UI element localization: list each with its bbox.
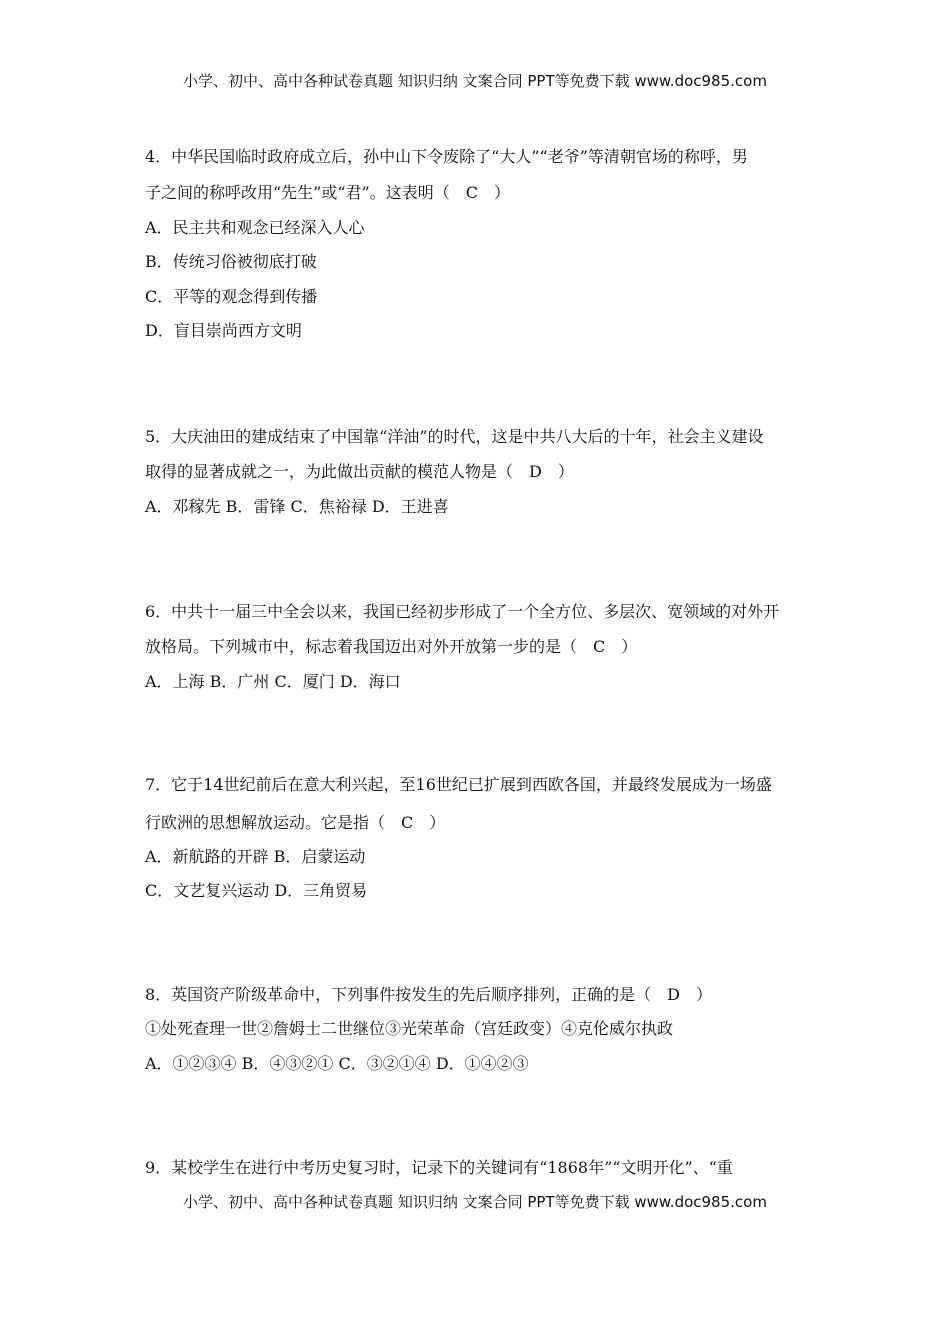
question-stem-line: 取得的显著成就之一，为此做出贡献的模范人物是（ D ） (145, 462, 574, 481)
question-stem-line: 7．它于14世纪前后在意大利兴起，至16世纪已扩展到西欧各国，并最终发展成为一场盛 (145, 775, 772, 794)
option-line: B．传统习俗被彻底打破 (145, 252, 317, 271)
page-header: 小学、初中、高中各种试卷真题 知识归纳 文案合同 PPT等免费下载 www.doc985.com (183, 72, 767, 90)
option-line: A．①②③④ B．④③②① C．③②①④ D．①④②③ (145, 1054, 529, 1073)
question-stem-line: 子之间的称呼改用“先生”或“君”。这表明（ C ） (145, 183, 510, 202)
page-footer: 小学、初中、高中各种试卷真题 知识归纳 文案合同 PPT等免费下载 www.doc985.com (183, 1193, 767, 1211)
option-line: A．上海 B．广州 C．厦门 D．海口 (145, 672, 401, 691)
question-stem-line: 4．中华民国临时政府成立后，孙中山下令废除了“大人”“老爷”等清朝官场的称呼，男 (145, 147, 748, 166)
question-stem-line: 行欧洲的思想解放运动。它是指（ C ） (145, 813, 446, 832)
question-stem-line: 6．中共十一届三中全会以来，我国已经初步形成了一个全方位、多层次、宽领域的对外开 (145, 602, 780, 621)
question-stem-line: 放格局。下列城市中，标志着我国迈出对外开放第一步的是（ C ） (145, 637, 638, 656)
option-line: A．新航路的开辟 B．启蒙运动 (145, 847, 366, 866)
question-stem-line: ①处死查理一世②詹姆士二世继位③光荣革命（宫廷政变）④克伦威尔执政 (145, 1019, 674, 1038)
question-stem-line: 5．大庆油田的建成结束了中国靠“洋油”的时代，这是中共八大后的十年，社会主义建设 (145, 427, 764, 446)
option-line: C．平等的观念得到传播 (145, 287, 318, 306)
option-line: A．邓稼先 B．雷锋 C．焦裕禄 D．王进喜 (145, 497, 449, 516)
option-line: C．文艺复兴运动 D．三角贸易 (145, 881, 368, 900)
question-stem-line: 9．某校学生在进行中考历史复习时，记录下的关键词有“1868年”“文明开化”、“重 (145, 1158, 733, 1177)
option-line: D．盲目崇尚西方文明 (145, 321, 302, 340)
option-line: A．民主共和观念已经深入人心 (145, 218, 365, 237)
question-stem-line: 8．英国资产阶级革命中，下列事件按发生的先后顺序排列，正确的是（ D ） (145, 985, 713, 1004)
